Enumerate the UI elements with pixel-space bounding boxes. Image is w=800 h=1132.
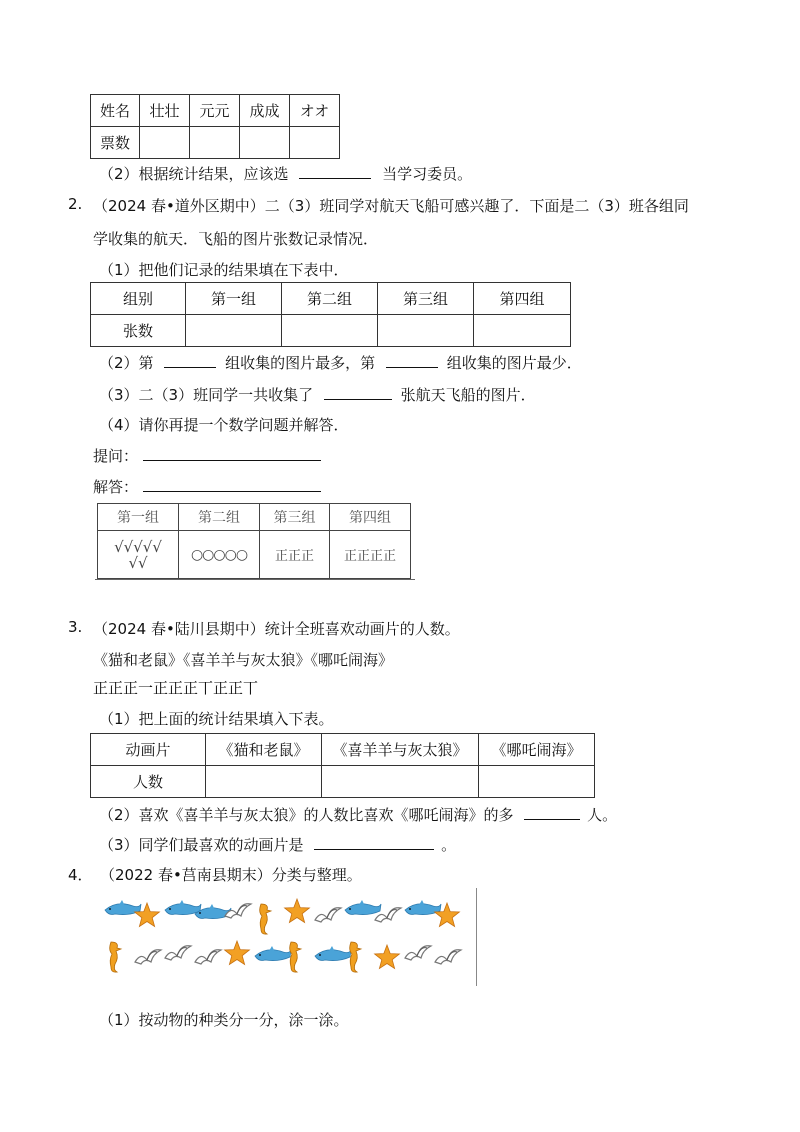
- q3-part2-blank[interactable]: [524, 805, 580, 820]
- q2-record-table: [90, 282, 571, 347]
- tally-marks-group4: 正正正正: [330, 531, 411, 579]
- q2-part2-blank-most[interactable]: [164, 353, 216, 368]
- q3-answer-cell[interactable]: [479, 766, 595, 798]
- q2-part2-a: （2）第: [99, 354, 154, 372]
- q3-stem: （2024 春•陆川县期中）统计全班喜欢动画片的人数。: [93, 620, 460, 638]
- seahorse-icon: [350, 942, 361, 972]
- q2-part1: （1）把他们记录的结果填在下表中．: [99, 261, 349, 279]
- q4-part1: （1）按动物的种类分一分，涂一涂。: [99, 1011, 349, 1029]
- q2-part2-blank-least[interactable]: [386, 353, 438, 368]
- dolphin-icon: [345, 900, 381, 915]
- vote-table-cell: 姓名: [91, 95, 140, 127]
- dolphin-icon: [165, 900, 201, 915]
- q2-tally-table: [97, 503, 411, 579]
- q1-part2: [99, 163, 472, 184]
- q4-number: 4．: [68, 866, 93, 884]
- vote-table: [90, 94, 340, 159]
- vote-table-cell: 成成: [240, 95, 290, 127]
- vote-count-cell[interactable]: [240, 127, 290, 159]
- vote-count-cell[interactable]: [290, 127, 340, 159]
- q3-tally-line: 正正正一正正正丅正正丅: [93, 679, 259, 697]
- q3-table: [90, 733, 595, 798]
- vote-table-cell: 壮壮: [140, 95, 190, 127]
- seahorse-icon: [290, 942, 301, 972]
- q2-part2-b: 组收集的图片最多，第: [225, 354, 376, 372]
- vote-count-cell[interactable]: [190, 127, 240, 159]
- tally-header: 第一组: [98, 504, 179, 531]
- q2-stem-line2: 学收集的航天．飞船的图片张数记录情况．: [93, 230, 379, 248]
- q2-table-header: 第四组: [474, 283, 571, 315]
- q3-part2-a: （2）喜欢《喜羊羊与灰太狼》的人数比喜欢《哪吒闹海》的多: [99, 806, 514, 824]
- dolphin-icon: [255, 946, 291, 961]
- q3-answer-cell[interactable]: [322, 766, 479, 798]
- seagull-icon: [405, 946, 431, 960]
- seahorse-icon: [110, 942, 121, 972]
- seagull-icon: [195, 950, 221, 964]
- q3-titles-line: 《猫和老鼠》《喜羊羊与灰太狼》《哪吒闹海》: [93, 651, 394, 669]
- q3-part2-b: 人。: [587, 806, 618, 824]
- q3-part3-blank[interactable]: [314, 835, 434, 850]
- q3-part2: [99, 804, 617, 825]
- q3-table-row-label: 人数: [91, 766, 206, 798]
- q2-part3-b: 张航天飞船的图片．: [400, 386, 536, 404]
- q3-part3: [99, 834, 456, 855]
- tally-header: 第四组: [330, 504, 411, 531]
- q2-part3-a: （3）二（3）班同学一共收集了: [99, 386, 314, 404]
- q2-ask-label: 提问：: [93, 447, 139, 465]
- q3-part1: （1）把上面的统计结果填入下表。: [99, 710, 334, 728]
- vote-table-cell: 票数: [91, 127, 140, 159]
- q2-number: 2.: [68, 195, 83, 213]
- q2-answer-cell[interactable]: [378, 315, 474, 347]
- starfish-icon: [375, 945, 400, 969]
- q2-ask-row: [93, 445, 321, 466]
- q3-table-header: 《喜羊羊与灰太狼》: [322, 734, 479, 766]
- q2-ask-blank[interactable]: [143, 446, 321, 461]
- seagull-icon: [165, 946, 191, 960]
- starfish-icon: [225, 941, 250, 965]
- tally-checkmarks: √√√√√ √√: [98, 531, 179, 579]
- q2-answer-cell[interactable]: [474, 315, 571, 347]
- vote-table-cell: オオ: [290, 95, 340, 127]
- q2-stem-line1: （2024 春•道外区期中）二（3）班同学对航天飞船可感兴趣了．下面是二（3）班各组同: [93, 197, 689, 215]
- q2-table-header: 第一组: [186, 283, 282, 315]
- dolphin-icon: [315, 946, 351, 961]
- q2-answer-cell[interactable]: [282, 315, 378, 347]
- q2-answer-blank[interactable]: [143, 477, 321, 492]
- q2-answer-label: 解答：: [93, 478, 139, 496]
- q2-table-header: 组别: [91, 283, 186, 315]
- vote-table-cell: 元元: [190, 95, 240, 127]
- tally-marks-group3: 正正正: [260, 531, 330, 579]
- q2-table-header: 第二组: [282, 283, 378, 315]
- q2-part3: [99, 384, 536, 405]
- seagull-icon: [135, 950, 161, 964]
- q4-stem: （2022 春•莒南县期末）分类与整理。: [100, 866, 362, 884]
- q3-part3-a: （3）同学们最喜欢的动画片是: [99, 836, 304, 854]
- animal-illustration: [99, 888, 476, 986]
- q2-part4: （4）请你再提一个数学问题并解答．: [99, 416, 349, 434]
- q1-part2-blank[interactable]: [299, 164, 371, 179]
- seagull-icon: [225, 904, 251, 918]
- seagull-icon: [435, 950, 461, 964]
- starfish-icon: [285, 899, 310, 923]
- vote-count-cell[interactable]: [140, 127, 190, 159]
- q2-answer-cell[interactable]: [186, 315, 282, 347]
- q1-part2-text: （2）根据统计结果，应该选: [99, 165, 289, 183]
- q3-answer-cell[interactable]: [206, 766, 322, 798]
- seahorse-icon: [260, 904, 271, 934]
- tally-circles: ○○○○○: [179, 531, 260, 579]
- q3-table-header: 《哪吒闹海》: [479, 734, 595, 766]
- seagull-icon: [315, 908, 341, 922]
- tally-header: 第二组: [179, 504, 260, 531]
- q2-table-row-label: 张数: [91, 315, 186, 347]
- q2-part2: [99, 352, 582, 373]
- animal-picture: [99, 888, 477, 986]
- q2-answer-row: [93, 476, 321, 497]
- q3-number: 3.: [68, 618, 83, 636]
- tally-header: 第三组: [260, 504, 330, 531]
- q2-table-header: 第三组: [378, 283, 474, 315]
- q3-part3-b: 。: [441, 836, 457, 854]
- q1-part2-tail: 当学习委员。: [382, 165, 473, 183]
- q2-part2-c: 组收集的图片最少．: [446, 354, 582, 372]
- q3-table-header: 动画片: [91, 734, 206, 766]
- tally-bottom-rule: [95, 579, 415, 580]
- q3-table-header: 《猫和老鼠》: [206, 734, 322, 766]
- q2-part3-blank[interactable]: [324, 385, 392, 400]
